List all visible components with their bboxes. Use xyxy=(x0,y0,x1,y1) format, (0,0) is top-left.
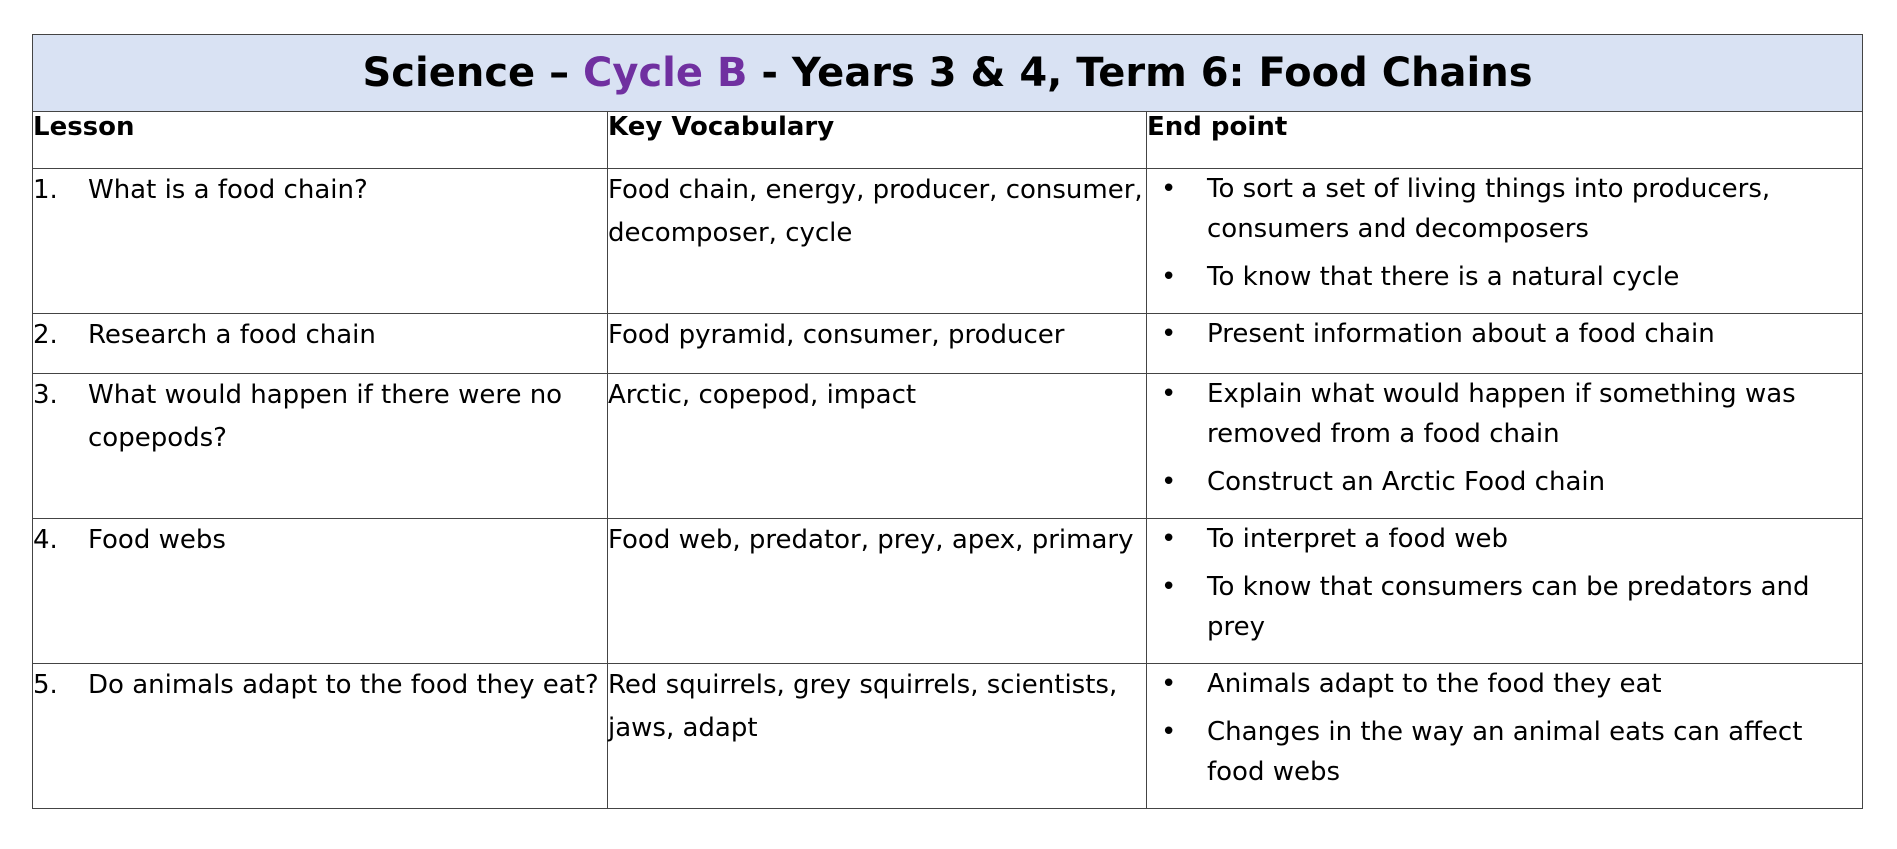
lesson-cell xyxy=(33,169,608,314)
lesson-line xyxy=(33,519,607,562)
endpoint-cell xyxy=(1147,664,1863,809)
vocabulary-cell: Food chain, energy, producer, consumer, decomposer, cycle xyxy=(608,169,1147,314)
lesson-line xyxy=(33,169,607,212)
table-row-1 xyxy=(33,169,1863,314)
title-accent: Cycle B xyxy=(583,50,748,96)
bullet-icon: • xyxy=(1161,467,1177,497)
lesson-line xyxy=(33,314,607,357)
lesson-rows xyxy=(33,169,1863,809)
table-row-4 xyxy=(33,519,1863,664)
endpoint-text: Explain what would happen if something was removed from a food chain xyxy=(1207,379,1796,449)
column-header-row xyxy=(33,112,1863,169)
endpoint-text: To know that there is a natural cycle xyxy=(1207,262,1680,292)
endpoint-text: Changes in the way an animal eats can affect food webs xyxy=(1207,717,1803,787)
endpoint-list xyxy=(1147,519,1862,647)
lesson-line xyxy=(33,374,607,460)
endpoint-text: To sort a set of living things into producers, consumers and decomposers xyxy=(1207,174,1771,244)
lesson-title: Research a food chain xyxy=(88,320,376,350)
lesson-line xyxy=(33,664,607,707)
bullet-icon: • xyxy=(1161,572,1177,602)
endpoint-text: To know that consumers can be predators and prey xyxy=(1207,572,1810,642)
title-suffix: - Years 3 & 4, Term 6: Food Chains xyxy=(747,50,1533,96)
bullet-icon: • xyxy=(1161,669,1177,699)
bullet-icon: • xyxy=(1161,717,1177,747)
lesson-cell xyxy=(33,664,608,809)
lesson-number: 1. xyxy=(33,175,58,205)
endpoint-list xyxy=(1147,374,1862,502)
lesson-plan-sheet xyxy=(32,34,1862,809)
endpoint-item xyxy=(1147,664,1862,704)
lesson-cell xyxy=(33,374,608,519)
lesson-plan-table xyxy=(32,34,1863,809)
endpoint-item xyxy=(1147,712,1862,792)
lesson-title: What is a food chain? xyxy=(88,175,368,205)
endpoint-cell xyxy=(1147,519,1863,664)
vocabulary-cell: Arctic, copepod, impact xyxy=(608,374,1147,519)
endpoint-text: Construct an Arctic Food chain xyxy=(1207,467,1606,497)
lesson-title: Do animals adapt to the food they eat? xyxy=(88,670,599,700)
table-row-2 xyxy=(33,314,1863,374)
title-row xyxy=(33,35,1863,112)
lesson-number: 2. xyxy=(33,320,58,350)
endpoint-text: To interpret a food web xyxy=(1207,524,1508,554)
lesson-number: 3. xyxy=(33,380,58,410)
endpoint-item xyxy=(1147,519,1862,559)
column-header-endpoint: End point xyxy=(1147,112,1863,169)
lesson-number: 4. xyxy=(33,525,58,555)
page-title xyxy=(33,35,1863,112)
bullet-icon: • xyxy=(1161,319,1177,349)
endpoint-text: Animals adapt to the food they eat xyxy=(1207,669,1662,699)
lesson-title: Food webs xyxy=(88,525,226,555)
endpoint-item xyxy=(1147,462,1862,502)
endpoint-item xyxy=(1147,169,1862,249)
endpoint-cell xyxy=(1147,314,1863,374)
endpoint-list xyxy=(1147,664,1862,792)
bullet-icon: • xyxy=(1161,379,1177,409)
lesson-number: 5. xyxy=(33,670,58,700)
endpoint-item xyxy=(1147,567,1862,647)
lesson-cell xyxy=(33,519,608,664)
lesson-title: What would happen if there were no copepods? xyxy=(88,380,563,453)
endpoint-cell xyxy=(1147,374,1863,519)
column-header-vocabulary: Key Vocabulary xyxy=(608,112,1147,169)
table-row-3 xyxy=(33,374,1863,519)
lesson-cell xyxy=(33,314,608,374)
endpoint-item xyxy=(1147,374,1862,454)
endpoint-list xyxy=(1147,169,1862,297)
endpoint-list xyxy=(1147,314,1862,354)
bullet-icon: • xyxy=(1161,524,1177,554)
column-header-lesson: Lesson xyxy=(33,112,608,169)
title-prefix: Science – xyxy=(362,50,584,96)
endpoint-cell xyxy=(1147,169,1863,314)
endpoint-item xyxy=(1147,257,1862,297)
bullet-icon: • xyxy=(1161,174,1177,204)
bullet-icon: • xyxy=(1161,262,1177,292)
vocabulary-cell: Red squirrels, grey squirrels, scientists, jaws, adapt xyxy=(608,664,1147,809)
vocabulary-cell: Food pyramid, consumer, producer xyxy=(608,314,1147,374)
endpoint-text: Present information about a food chain xyxy=(1207,319,1715,349)
table-row-5 xyxy=(33,664,1863,809)
vocabulary-cell: Food web, predator, prey, apex, primary xyxy=(608,519,1147,664)
endpoint-item xyxy=(1147,314,1862,354)
